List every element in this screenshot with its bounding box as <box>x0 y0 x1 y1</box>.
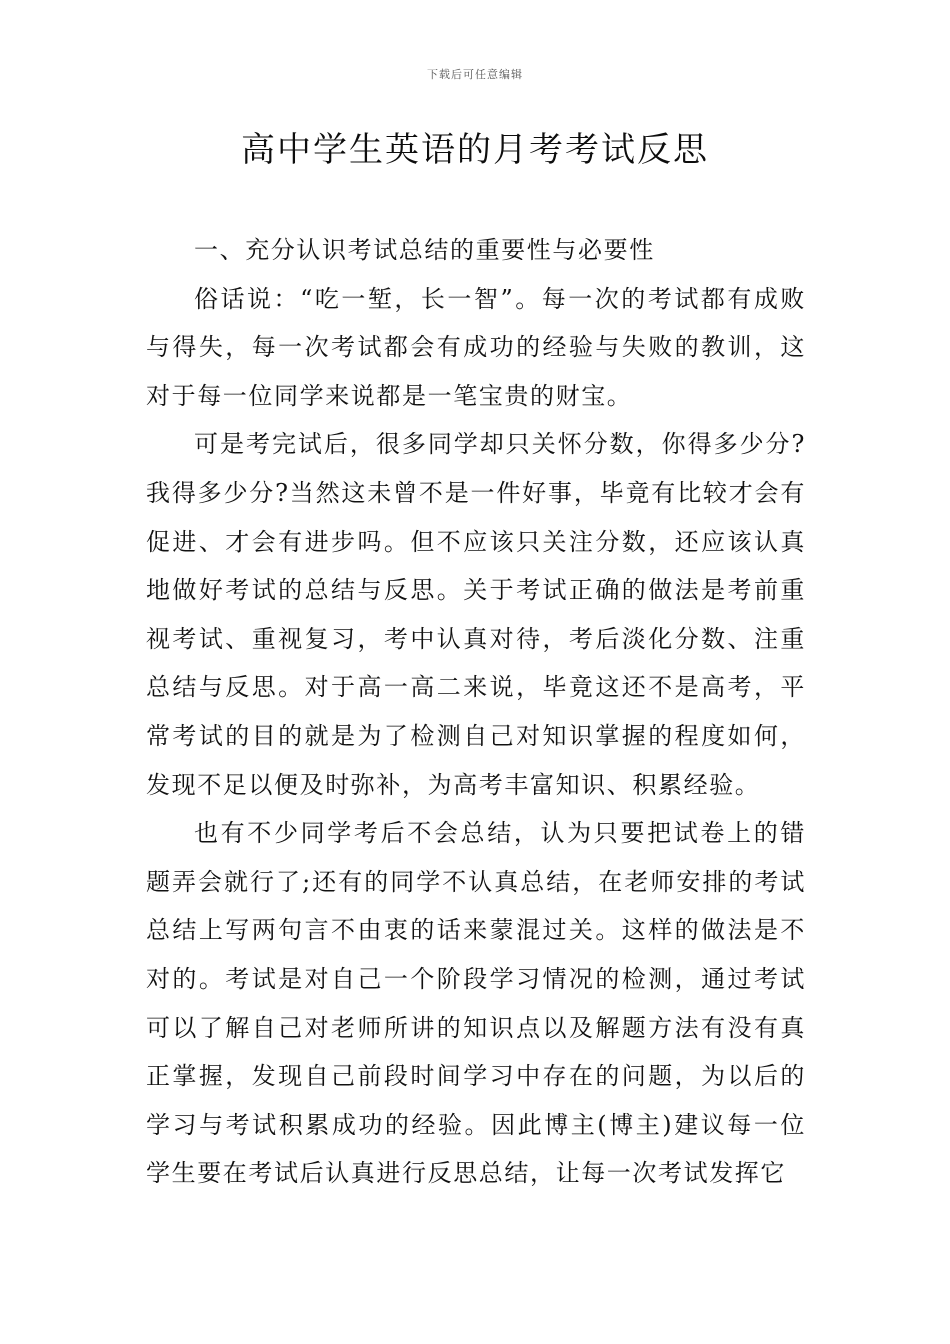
paragraph: 俗话说：“吃一堑，长一智”。每一次的考试都有成败与得失，每一次考试都会有成功的经验与失败的教训，这对于每一位同学来说都是一笔宝贵的财宝。 <box>146 284 806 410</box>
paragraph: 也有不少同学考后不会总结，认为只要把试卷上的错题弄会就行了;还有的同学不认真总结，在老师安排的考试总结上写两句言不由衷的话来蒙混过关。这样的做法是不对的。考试是对自己一个阶段学习情况的检测，通过考试可以了解自己对老师所讲的知识点以及解题方法有没有真正掌握，发现自己前段时间学习中存在的问题，为以后的学习与考试积累成功的经验。因此博主(博主)建议每一位学生要在考试后认真进行反思总结，让每一次考试发挥它 <box>146 819 806 1188</box>
header-note: 下载后可任意编辑 <box>427 68 523 81</box>
document-title: 高中学生英语的月考考试反思 <box>241 130 709 170</box>
paragraph: 可是考完试后，很多同学却只关怀分数，你得多少分?我得多少分?当然这未曾不是一件好事，毕竟有比较才会有促进、才会有进步吗。但不应该只关注分数，还应该认真地做好考试的总结与反思。关于考试正确的做法是考前重视考试、重视复习，考中认真对待，考后淡化分数、注重总结与反思。对于高一高二来说，毕竟这还不是高考，平常考试的目的就是为了检测自己对知识掌握的程度如何，发现不足以便及时弥补，为高考丰富知识、积累经验。 <box>146 430 806 799</box>
section-heading: 一、充分认识考试总结的重要性与必要性 <box>194 236 655 264</box>
document-body <box>146 226 806 1198</box>
